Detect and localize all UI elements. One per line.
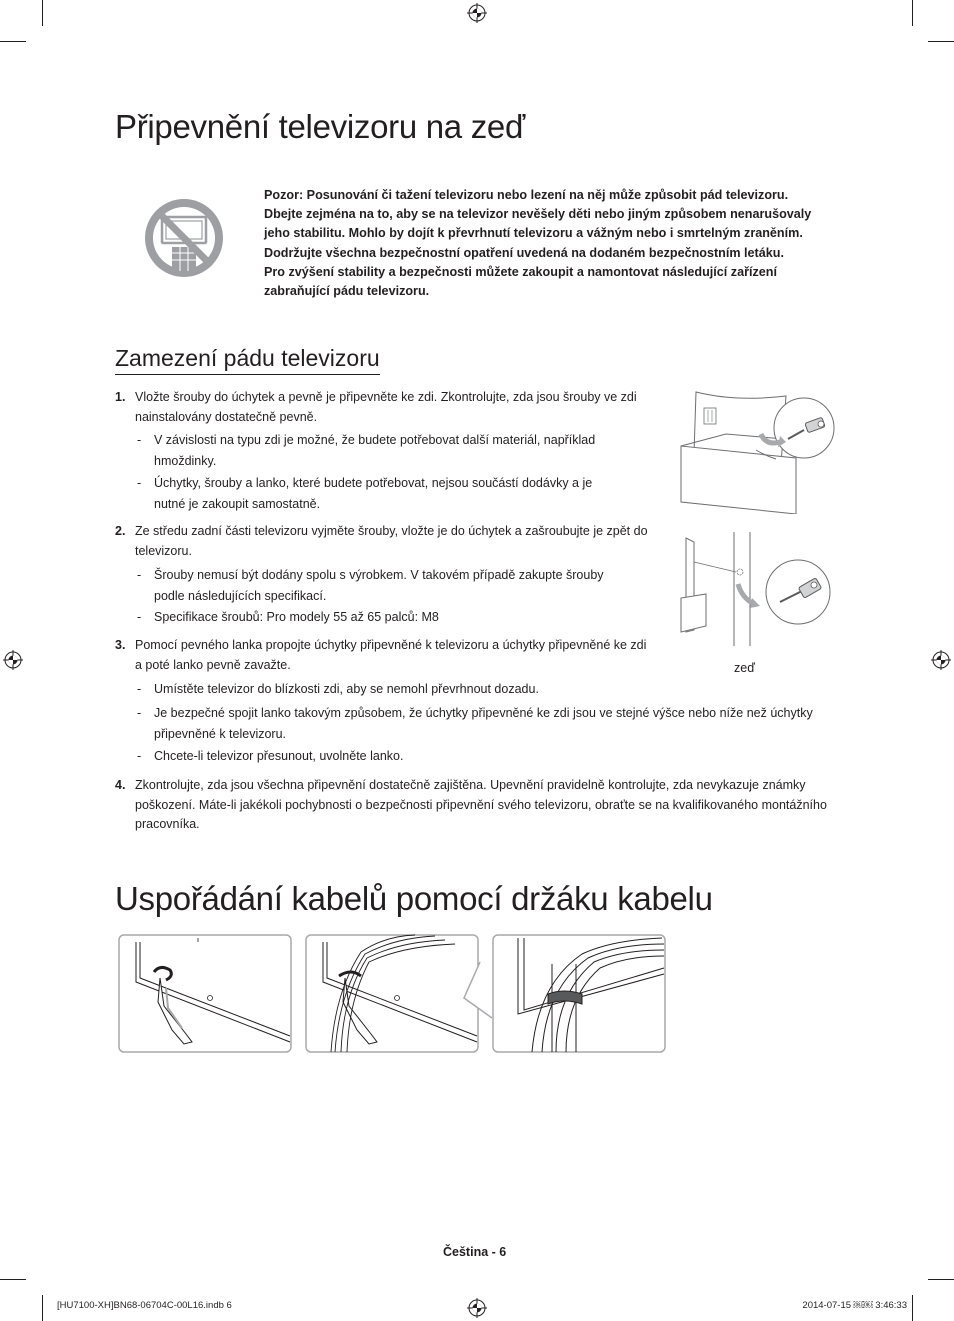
subitem-text: V závislosti na typu zdi je možné, že budete potřebovat další materiál, například hmoždinky. bbox=[154, 433, 596, 468]
step-text: Zkontrolujte, zda jsou všechna připevnění dostatečně zajištěna. Upevnění pravidelně kontrolujte, zda nevykazuje známky poškození. Máte-li jakékoli pochybnosti o bezpečnosti připevnění svého televizoru, obraťte se na kvalifikovaného montážního pracovníka. bbox=[135, 778, 827, 831]
warning-line: Pozor: Posunování či tažení televizoru nebo lezení na něj může způsobit pád televizoru. bbox=[264, 188, 789, 202]
step-subitem: - Umístěte televizor do blízkosti zdi, aby se nemohl převrhnout dozadu. bbox=[137, 679, 827, 700]
subitem-text: Je bezpečné spojit lanko takovým způsobem, že úchytky připevněné ke zdi jsou ve stejné výšce nebo níže než úchytky připevněné k televizoru. bbox=[154, 706, 813, 741]
cable-holder-step-2-illustration bbox=[305, 934, 479, 1053]
tv-wall-side-illustration bbox=[676, 532, 840, 654]
crop-mark bbox=[42, 1295, 43, 1321]
crop-mark bbox=[0, 41, 26, 42]
crop-mark bbox=[42, 0, 43, 26]
step-text: Vložte šrouby do úchytek a pevně je připevněte ke zdi. Zkontrolujte, zda jsou šrouby ve zdi nainstalovány dostatečně pevně. bbox=[135, 390, 637, 424]
slug-file: [HU7100-XH]BN68-06704C-00L16.indb 6 bbox=[57, 1300, 232, 1311]
subitem-text: Umístěte televizor do blízkosti zdi, aby se nemohl převrhnout dozadu. bbox=[154, 682, 539, 696]
section-title-cable-management: Uspořádání kabelů pomocí držáku kabelu bbox=[115, 880, 713, 917]
subitem-text: Chcete-li televizor přesunout, uvolněte lanko. bbox=[154, 749, 404, 763]
step-item bbox=[115, 522, 650, 561]
tv-back-bracket-illustration bbox=[676, 384, 840, 514]
warning-line: Dbejte zejména na to, aby se na televizor nevěšely děti nebo jiným způsobem nenarušovaly jeho stabilitu. Mohlo by dojít k převrhnutí televizoru a vážným nebo i smrtelným zraněním. bbox=[264, 207, 812, 241]
crop-mark bbox=[912, 1295, 913, 1321]
registration-mark-icon bbox=[931, 650, 951, 670]
crop-mark bbox=[928, 1279, 954, 1280]
subitem-text: Specifikace šroubů: Pro modely 55 až 65 palců: M8 bbox=[154, 610, 439, 624]
section-title-wall-mount: Připevnění televizoru na zeď bbox=[115, 108, 525, 145]
subitem-text: Šrouby nemusí být dodány spolu s výrobkem. V takovém případě zakupte šrouby podle následujících specifikací. bbox=[154, 568, 604, 603]
step-subitem: - Je bezpečné spojit lanko takovým způsobem, že úchytky připevněné ke zdi jsou ve stejné výšce nebo níže než úchytky připevněné k televizoru. bbox=[137, 703, 817, 745]
wall-caption: zeď bbox=[734, 661, 755, 675]
cable-holder-step-1-illustration bbox=[118, 934, 292, 1053]
subsection-title-fall-prevention: Zamezení pádu televizoru bbox=[115, 345, 380, 375]
step-item bbox=[115, 388, 640, 427]
registration-mark-icon bbox=[467, 1298, 487, 1318]
step-subitem: - Šrouby nemusí být dodány spolu s výrobkem. V takovém případě zakupte šrouby podle následujících specifikací. bbox=[137, 565, 637, 607]
safety-warning bbox=[264, 186, 834, 301]
step-subitem: - Úchytky, šrouby a lanko, které budete potřebovat, nejsou součástí dodávky a je nutné je zakoupit samostatně. bbox=[137, 473, 625, 515]
callout-connector bbox=[462, 960, 494, 1020]
registration-mark-icon bbox=[3, 650, 23, 670]
step-number: 4. bbox=[115, 778, 126, 792]
step-number: 2. bbox=[115, 524, 126, 538]
page-number: Čeština - 6 bbox=[443, 1245, 507, 1259]
crop-mark bbox=[912, 0, 913, 26]
slug-date: 2014-07-15 ￼￼ 3:46:33 bbox=[802, 1300, 907, 1311]
crop-mark bbox=[0, 1279, 26, 1280]
cable-holder-step-3-illustration bbox=[492, 934, 666, 1053]
step-subitem: - Specifikace šroubů: Pro modely 55 až 65 palců: M8 bbox=[137, 607, 637, 628]
step-number: 3. bbox=[115, 638, 126, 652]
warning-line: Pro zvýšení stability a bezpečnosti můžete zakoupit a namontovat následující zařízení zabraňující pádu televizoru. bbox=[264, 264, 777, 299]
step-number: 1. bbox=[115, 390, 126, 404]
no-climbing-on-tv-icon bbox=[142, 196, 226, 280]
subitem-text: Úchytky, šrouby a lanko, které budete potřebovat, nejsou součástí dodávky a je nutné je zakoupit samostatně. bbox=[154, 476, 593, 511]
step-text: Pomocí pevného lanka propojte úchytky připevněné k televizoru a úchytky připevněné ke zdi a poté lanko pevně zavažte. bbox=[135, 638, 647, 672]
step-subitem: - Chcete-li televizor přesunout, uvolněte lanko. bbox=[137, 746, 817, 767]
step-item bbox=[115, 776, 830, 835]
step-text: Ze středu zadní části televizoru vyjměte šrouby, vložte je do úchytek a zašroubujte je zpět do televizoru. bbox=[135, 524, 648, 558]
warning-line: Dodržujte všechna bezpečnostní opatření uvedená na dodaném bezpečnostním letáku. bbox=[264, 245, 784, 260]
step-subitem: - V závislosti na typu zdi je možné, že budete potřebovat další materiál, například hmoždinky. bbox=[137, 430, 625, 472]
step-item bbox=[115, 636, 650, 675]
crop-mark bbox=[928, 41, 954, 42]
registration-mark-icon bbox=[467, 3, 487, 23]
